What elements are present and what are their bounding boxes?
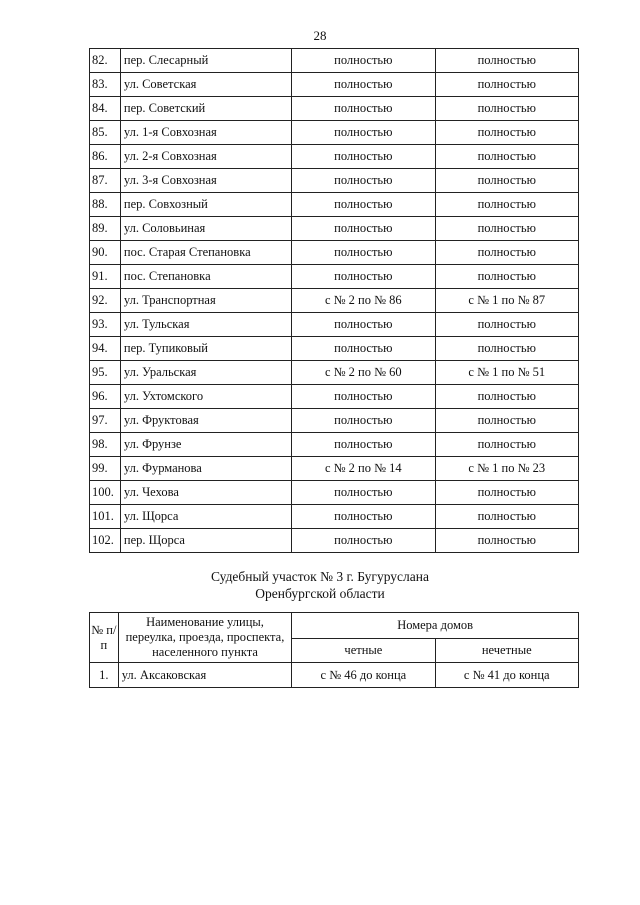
- odd-houses: полностью: [435, 97, 578, 121]
- table-row: [90, 313, 579, 337]
- court-district-table-header: [90, 613, 579, 663]
- row-number: 99.: [90, 457, 121, 481]
- row-number: 98.: [90, 433, 121, 457]
- even-houses: полностью: [292, 529, 435, 553]
- even-houses: полностью: [292, 241, 435, 265]
- even-houses: полностью: [292, 169, 435, 193]
- section-heading-line2: Оренбургской области: [255, 586, 385, 601]
- odd-houses: полностью: [435, 265, 578, 289]
- street-name: пер. Советский: [120, 97, 291, 121]
- table-row: [90, 433, 579, 457]
- header-row: [90, 613, 579, 639]
- even-houses: полностью: [292, 97, 435, 121]
- row-number: 1.: [90, 663, 119, 688]
- even-houses: полностью: [292, 409, 435, 433]
- even-houses: полностью: [292, 217, 435, 241]
- even-houses: полностью: [292, 265, 435, 289]
- odd-houses: полностью: [435, 193, 578, 217]
- odd-houses: полностью: [435, 169, 578, 193]
- row-number: 83.: [90, 73, 121, 97]
- even-houses: с № 2 по № 60: [292, 361, 435, 385]
- table-row: [90, 385, 579, 409]
- section-heading-line1: Судебный участок № 3 г. Бугуруслана: [211, 569, 429, 584]
- even-houses: с № 46 до конца: [292, 663, 435, 688]
- odd-houses: с № 1 по № 51: [435, 361, 578, 385]
- odd-houses: полностью: [435, 241, 578, 265]
- table-row: [90, 289, 579, 313]
- row-number: 87.: [90, 169, 121, 193]
- odd-houses: полностью: [435, 49, 578, 73]
- even-houses: полностью: [292, 73, 435, 97]
- even-houses: полностью: [292, 337, 435, 361]
- street-name: ул. Фруктовая: [120, 409, 291, 433]
- section-heading: [0, 568, 640, 602]
- row-number: 95.: [90, 361, 121, 385]
- street-name: пер. Совхозный: [120, 193, 291, 217]
- street-name: пер. Слесарный: [120, 49, 291, 73]
- even-houses: с № 2 по № 14: [292, 457, 435, 481]
- row-number: 93.: [90, 313, 121, 337]
- header-number: № п/п: [90, 613, 119, 663]
- street-name: ул. Чехова: [120, 481, 291, 505]
- odd-houses: полностью: [435, 505, 578, 529]
- even-houses: полностью: [292, 145, 435, 169]
- odd-houses: полностью: [435, 121, 578, 145]
- street-name: ул. Фурманова: [120, 457, 291, 481]
- streets-table: [89, 48, 579, 553]
- odd-houses: полностью: [435, 529, 578, 553]
- odd-houses: полностью: [435, 73, 578, 97]
- header-house-numbers: Номера домов: [292, 613, 579, 639]
- row-number: 102.: [90, 529, 121, 553]
- row-number: 89.: [90, 217, 121, 241]
- row-number: 97.: [90, 409, 121, 433]
- streets-table-body: [90, 49, 579, 553]
- row-number: 94.: [90, 337, 121, 361]
- street-name: пер. Тупиковый: [120, 337, 291, 361]
- odd-houses: полностью: [435, 145, 578, 169]
- table-row: [90, 481, 579, 505]
- court-district-table: [89, 612, 579, 688]
- table-row: [90, 663, 579, 688]
- street-name: ул. 2-я Совхозная: [120, 145, 291, 169]
- street-name: пос. Старая Степановка: [120, 241, 291, 265]
- row-number: 86.: [90, 145, 121, 169]
- street-name: ул. Соловьиная: [120, 217, 291, 241]
- street-name: ул. Советская: [120, 73, 291, 97]
- header-even: четные: [292, 638, 435, 663]
- street-name: ул. Тульская: [120, 313, 291, 337]
- row-number: 82.: [90, 49, 121, 73]
- street-name: ул. Транспортная: [120, 289, 291, 313]
- even-houses: полностью: [292, 193, 435, 217]
- street-name: ул. Ухтомского: [120, 385, 291, 409]
- table-row: [90, 73, 579, 97]
- odd-houses: полностью: [435, 337, 578, 361]
- street-name: пер. Щорса: [120, 529, 291, 553]
- row-number: 100.: [90, 481, 121, 505]
- row-number: 88.: [90, 193, 121, 217]
- table-row: [90, 337, 579, 361]
- table-row: [90, 505, 579, 529]
- even-houses: полностью: [292, 481, 435, 505]
- odd-houses: с № 1 по № 87: [435, 289, 578, 313]
- even-houses: полностью: [292, 385, 435, 409]
- row-number: 85.: [90, 121, 121, 145]
- row-number: 90.: [90, 241, 121, 265]
- header-odd: нечетные: [435, 638, 578, 663]
- odd-houses: с № 41 до конца: [435, 663, 578, 688]
- odd-houses: полностью: [435, 433, 578, 457]
- even-houses: с № 2 по № 86: [292, 289, 435, 313]
- row-number: 84.: [90, 97, 121, 121]
- table-row: [90, 193, 579, 217]
- even-houses: полностью: [292, 505, 435, 529]
- row-number: 91.: [90, 265, 121, 289]
- street-name: ул. Щорса: [120, 505, 291, 529]
- odd-houses: полностью: [435, 217, 578, 241]
- even-houses: полностью: [292, 49, 435, 73]
- table-row: [90, 409, 579, 433]
- table-row: [90, 361, 579, 385]
- table-row: [90, 169, 579, 193]
- table-row: [90, 49, 579, 73]
- street-name: ул. 1-я Совхозная: [120, 121, 291, 145]
- table-row: [90, 529, 579, 553]
- even-houses: полностью: [292, 313, 435, 337]
- table-row: [90, 457, 579, 481]
- odd-houses: полностью: [435, 313, 578, 337]
- even-houses: полностью: [292, 433, 435, 457]
- table-row: [90, 265, 579, 289]
- odd-houses: полностью: [435, 385, 578, 409]
- court-district-table-body: [90, 663, 579, 688]
- table-row: [90, 241, 579, 265]
- even-houses: полностью: [292, 121, 435, 145]
- odd-houses: полностью: [435, 409, 578, 433]
- street-name: ул. Уральская: [120, 361, 291, 385]
- street-name: пос. Степановка: [120, 265, 291, 289]
- street-name: ул. Аксаковская: [118, 663, 292, 688]
- odd-houses: полностью: [435, 481, 578, 505]
- row-number: 92.: [90, 289, 121, 313]
- row-number: 96.: [90, 385, 121, 409]
- page-number: 28: [313, 28, 327, 43]
- table-row: [90, 97, 579, 121]
- table-row: [90, 121, 579, 145]
- table-row: [90, 217, 579, 241]
- row-number: 101.: [90, 505, 121, 529]
- header-street-name: Наименование улицы, переулка, проезда, проспекта, населенного пункта: [118, 613, 292, 663]
- odd-houses: с № 1 по № 23: [435, 457, 578, 481]
- street-name: ул. Фрунзе: [120, 433, 291, 457]
- table-row: [90, 145, 579, 169]
- street-name: ул. 3-я Совхозная: [120, 169, 291, 193]
